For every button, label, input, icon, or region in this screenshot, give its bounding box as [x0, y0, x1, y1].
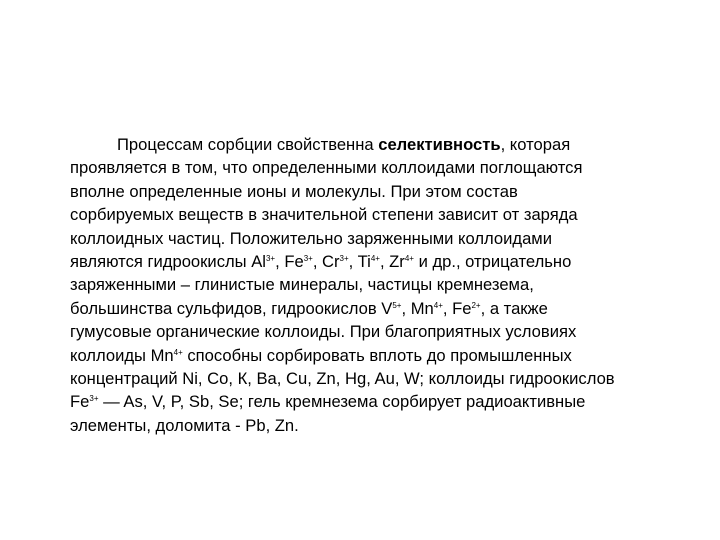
text: Fe	[70, 392, 90, 412]
line-13: элементы, доломита - Pb, Zn.	[70, 415, 299, 435]
superscript: 3+	[303, 253, 313, 263]
line-5: коллоидных частиц. Положительно заряженными коллоидами	[70, 228, 552, 248]
text: Процессам сорбции свойственна	[117, 135, 379, 154]
paragraph	[70, 133, 690, 437]
line-7: заряженными – глинистые минералы, частицы кремнезема,	[70, 275, 534, 295]
text: , Zr	[379, 251, 405, 271]
superscript: 2+	[471, 300, 481, 310]
line-4: сорбируемых веществ в значительной степени зависит от заряда	[70, 205, 578, 225]
bold-term: селективность	[378, 135, 501, 154]
line-8	[70, 297, 690, 320]
text: коллоиды Mn	[70, 345, 174, 365]
superscript: 4+	[404, 253, 414, 263]
superscript: 4+	[370, 253, 380, 263]
line-2: проявляется в том, что определенными коллоидами поглощаются	[70, 158, 583, 178]
text: являются гидроокислы Al	[70, 251, 266, 271]
text: , Fe	[442, 298, 472, 318]
superscript: 5+	[392, 300, 402, 310]
text: — As, V, P, Sb, Se; гель кремнезема сорбирует радиоактивные	[98, 392, 586, 412]
text: , Cr	[312, 251, 340, 271]
text: , а также	[480, 298, 548, 318]
superscript: 4+	[173, 347, 183, 357]
text: , которая	[500, 135, 571, 154]
line-10	[70, 344, 690, 367]
superscript: 3+	[265, 253, 276, 263]
line-6	[70, 250, 690, 273]
text: большинства сульфидов, гидроокислов V	[70, 298, 393, 318]
text: , Mn	[401, 298, 434, 318]
line-11: концентраций Ni, Co, К, Ва, Cu, Zn, Hg, Au, W; коллоиды гидроокислов	[70, 368, 615, 388]
line-1	[70, 133, 690, 156]
superscript: 3+	[89, 394, 99, 404]
text: , Fe	[275, 251, 304, 271]
text: способны сорбировать вплоть до промышленных	[182, 345, 572, 365]
superscript: 4+	[433, 300, 443, 310]
line-9: гумусовые органические коллоиды. При благоприятных условиях	[70, 322, 577, 342]
text: и др., отрицательно	[413, 251, 572, 271]
line-12	[70, 390, 690, 413]
line-3: вполне определенные ионы и молекулы. При этом состав	[70, 181, 518, 201]
superscript: 3+	[339, 253, 349, 263]
text: , Ti	[348, 251, 371, 271]
